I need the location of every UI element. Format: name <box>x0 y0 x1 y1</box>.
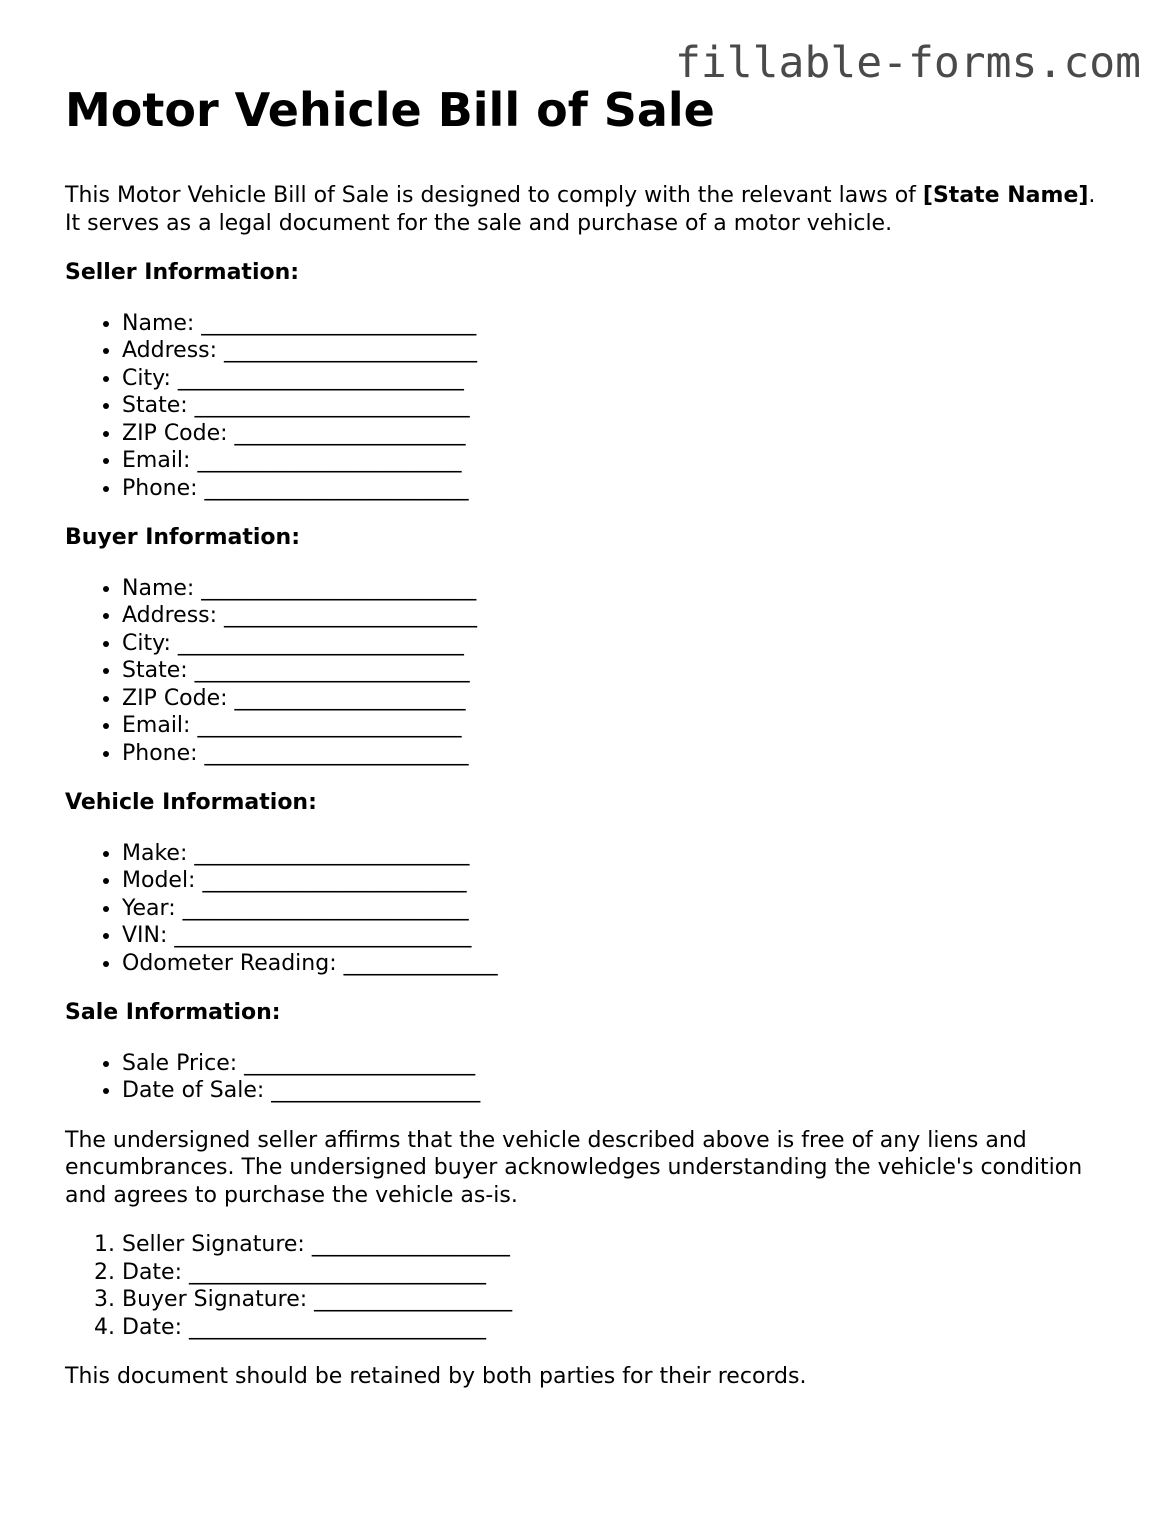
sale-date-field[interactable]: • Date of Sale: ___________________ <box>122 1077 1115 1105</box>
buyer-section-heading: Buyer Information: <box>65 525 300 550</box>
buyer-city-field[interactable]: • City: __________________________ <box>122 630 1115 658</box>
buyer-address-field[interactable]: • Address: _______________________ <box>122 602 1115 630</box>
seller-signature-field[interactable]: 1. Seller Signature: __________________ <box>122 1231 1115 1259</box>
vehicle-section-heading: Vehicle Information: <box>65 790 317 815</box>
seller-section-heading: Seller Information: <box>65 260 300 285</box>
buyer-date-field[interactable]: 4. Date: ___________________________ <box>122 1314 1115 1342</box>
buyer-phone-field[interactable]: • Phone: ________________________ <box>122 740 1115 768</box>
vehicle-field-list <box>65 840 1115 978</box>
signature-list <box>65 1231 1115 1341</box>
state-name-placeholder: [State Name] <box>922 183 1089 208</box>
document-body <box>65 80 1115 1391</box>
sale-section-heading: Sale Information: <box>65 1000 281 1025</box>
vehicle-model-field[interactable]: • Model: ________________________ <box>122 867 1115 895</box>
intro-paragraph <box>65 182 1115 237</box>
seller-name-field[interactable]: • Name: _________________________ <box>122 310 1115 338</box>
buyer-signature-field[interactable]: 3. Buyer Signature: __________________ <box>122 1286 1115 1314</box>
seller-zip-field[interactable]: • ZIP Code: _____________________ <box>122 420 1115 448</box>
vehicle-vin-field[interactable]: • VIN: ___________________________ <box>122 922 1115 950</box>
seller-phone-field[interactable]: • Phone: ________________________ <box>122 475 1115 503</box>
buyer-email-field[interactable]: • Email: ________________________ <box>122 712 1115 740</box>
seller-date-field[interactable]: 2. Date: ___________________________ <box>122 1259 1115 1287</box>
vehicle-year-field[interactable]: • Year: __________________________ <box>122 895 1115 923</box>
seller-email-field[interactable]: • Email: ________________________ <box>122 447 1115 475</box>
watermark-logo: fillable-forms.com <box>675 38 1141 88</box>
seller-state-field[interactable]: • State: _________________________ <box>122 392 1115 420</box>
seller-address-field[interactable]: • Address: _______________________ <box>122 337 1115 365</box>
intro-text-before: This Motor Vehicle Bill of Sale is designed to comply with the relevant laws of <box>65 183 923 208</box>
buyer-zip-field[interactable]: • ZIP Code: _____________________ <box>122 685 1115 713</box>
seller-field-list <box>65 310 1115 503</box>
buyer-name-field[interactable]: • Name: _________________________ <box>122 575 1115 603</box>
sale-field-list <box>65 1050 1115 1105</box>
buyer-state-field[interactable]: • State: _________________________ <box>122 657 1115 685</box>
sale-price-field[interactable]: • Sale Price: _____________________ <box>122 1050 1115 1078</box>
page-title: Motor Vehicle Bill of Sale <box>65 83 715 137</box>
affirmation-paragraph: The undersigned seller affirms that the vehicle described above is free of any liens and encumbrances. The undersigned buyer acknowledges understanding the vehicle's condition and agrees to purchase the vehicle as-is. <box>65 1127 1083 1208</box>
intro-text-after: . It serves as a legal document for the sale and purchase of a motor vehicle. <box>65 183 1096 236</box>
vehicle-make-field[interactable]: • Make: _________________________ <box>122 840 1115 868</box>
vehicle-odometer-field[interactable]: • Odometer Reading: ______________ <box>122 950 1115 978</box>
buyer-field-list <box>65 575 1115 768</box>
seller-city-field[interactable]: • City: __________________________ <box>122 365 1115 393</box>
closing-paragraph: This document should be retained by both parties for their records. <box>65 1364 807 1389</box>
